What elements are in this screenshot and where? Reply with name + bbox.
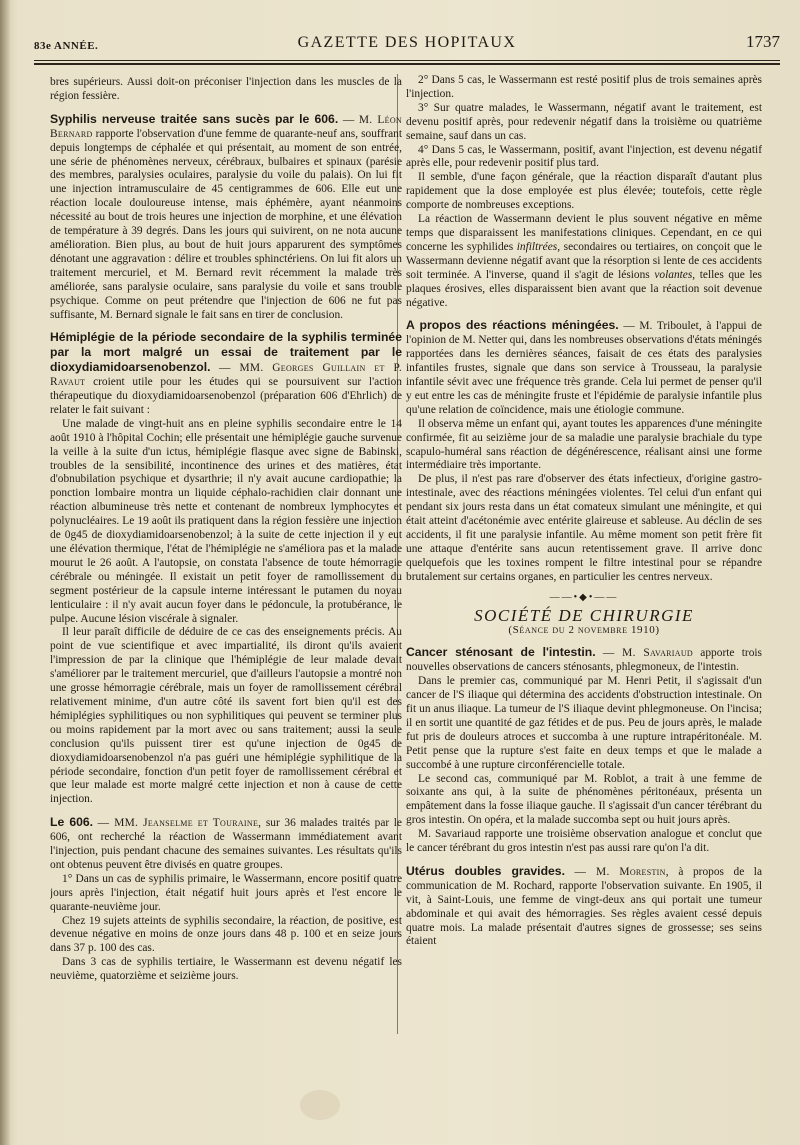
- paragraph: 3° Sur quatre malades, le Wassermann, négatif avant le traitement, est devenu positif après, pour redevenir négatif dans la troisième ou quatrième semaine, sauf dans un cas.: [406, 101, 762, 142]
- article-syphilis-nerveuse: Syphilis nerveuse traitée sans sucès par le 606. — M. Léon Bernard rapporte l'observation d'une femme de quarante-neuf ans, souffrant depuis longtemps de céphalée et qui présentait, au moment de son entrée, une série de phénomènes nerveux, cérébraux, bulbaires et spinaux (parésie des membres, paralysies oculaires, paralysie du voile du palais). On lui fit une injection intramusculaire de 45 centigrammes de 606. Elle eut une réaction locale douloureuse intense, mais éphémère, ayant néanmoins nécessité au bout de trois heures une injection de morphine, et une élévation de température à 39 degrés. Dans les jours qui suivirent, on ne nota aucune amélioration. Bien plus, au bout de huit jours apparurent des symptômes dénotant une aggravation : délire et troubles sphinctériens. On lui fit alors un traitement mercuriel, et M. Bernard revit récemment la malade très améliorée, sans paralysie oculaire, sans paralysie du voile et sans trouble psychique. Comme on peut prétendre que l'injection de 606 ne fut pas suffisante, M. Bernard signale le fait sans en tirer de conclusion.: [50, 111, 402, 321]
- paragraph: De plus, il n'est pas rare d'observer des états infectieux, d'origine gastro-intestinale, avec des réactions méningées violentes. Tel celui d'un enfant qui pendant six jours resta dans un état comateux simulant une méningite, et qui était atteint d'acétonémie avec entérite glaireuse et sableuse. Au déclin de ses accidents, il fit une paralysie infantile. Au même moment son petit frère fit une attaque d'entérite sans aucun retentissement grave. Il arrive donc quelquefois que les toxines rompent le filtre intestinal pour se répandre brutalement sur certains organes, en particulier les centres nerveux.: [406, 473, 762, 583]
- text-run: secondaires ou tertiaires, on conçoit que le Wassermann devienne négatif avant que la résorption si lente de ces accidents soit terminée. A l'inverse, quand il s'agit de lésions: [406, 240, 762, 281]
- section-ornament: ——•◆•——: [549, 591, 619, 603]
- italic-term: volantes,: [654, 268, 696, 281]
- left-column: [50, 76, 402, 1106]
- paragraph: Il leur paraît difficile de déduire de ce cas des enseignements précis. Au point de vue scientifique et avec impartialité, ils diront qu'ils avaient l'impression de par la clinique que l'hémiplégie de leur malade devait s'améliorer par le traitement mercuriel, que d'ailleurs l'autopsie a montré non une grosse hémorragie cérébrale, mais un foyer de ramollissement cérébral relativement minime, d'un autre côté ils savent fort bien qu'il est des hémiplégies syphilitiques ou non syphilitiques qui peuvent se terminer plus ou moins rapidement par la mort avec ou sans traitement; aussi la seule conclusion qu'ils puissent tirer est qu'une injection de 0g45 de dioxydiamidoarsenobenzol n'a pas guéri une hémiplégie syphilitique de la période secondaire, fonction d'un petit foyer de ramollissement cérébral et que leur malade est morte malgré cette injection et non à cause de cette injection.: [50, 626, 402, 806]
- article-text: sur 36 malades traités par le 606, ont recherché la réaction de Wassermann immédiatement avant l'injection, puis pendant chacune des semaines suivantes. Les résultats qu'ils ont obtenus peuvent être divisés en quatre groupes.: [50, 817, 402, 871]
- paragraph: M. Savariaud rapporte une troisième observation analogue et conclut que le cancer térébrant du gros intestin n'est pas aussi rare qu'on l'a dit.: [406, 828, 762, 855]
- session-date: (Séance du 2 novembre 1910): [508, 624, 660, 637]
- paragraph: 1° Dans un cas de syphilis primaire, le Wassermann, encore positif quatre jours après l'injection, était négatif huit jours après et l'est encore le quarante-neuvième jour.: [50, 872, 402, 913]
- paragraph: Chez 19 sujets atteints de syphilis secondaire, la réaction, de positive, est devenue négative en moins de onze jours dans 48 p. 100 et en seize jours dans 37 p. 100 des cas.: [50, 914, 402, 955]
- paragraph: [406, 213, 762, 310]
- article-heading: Le 606.: [50, 815, 94, 830]
- paragraph: Dans le premier cas, communiqué par M. Henri Petit, il s'agissait d'un cancer de l'S iliaque qui détermina des accidents d'obstruction intestinale. On fit un anus iliaque. La tumeur de l'S iliaque devint phlegmoneuse. On l'incisa; il en sortit une quantité de gaz fétides et de pus. Peu de jours après, le malade fut pris de douleurs atroces et succomba à une rupture intrapéritonéale. M. Petit pense que la rupture s'est faite en deux temps et que le malade a succombé à une rupture circonférencielle totale.: [406, 675, 762, 771]
- article-author: M. Léon Bernard: [50, 113, 402, 140]
- article-author: — M. Savariaud: [602, 647, 693, 660]
- issue-year: 83e ANNÉE.: [34, 40, 99, 52]
- article-le-606: [50, 816, 402, 873]
- page-binding-edge: [0, 0, 10, 1145]
- article-heading: Cancer sténosant de l'intestin.: [406, 645, 596, 660]
- article-uterus-doubles: [406, 865, 762, 949]
- article-heading: Syphilis nerveuse traitée sans sucès par le 606.: [50, 111, 339, 126]
- article-hemiplegie: [50, 331, 402, 417]
- text-run: La réaction de Wassermann devient le plus souvent négative en même temps que disparaissent les manifestations cliniques. Cependant, en ce qui concerne les syphilides: [406, 213, 762, 253]
- article-text: rapporte l'observation d'une femme de quarante-neuf ans, souffrant depuis longtemps de céphalée et qui présentait, au moment de son entrée, une série de phénomènes nerveux, cérébraux, bulbaires et spinaux (parésie des membres, paralysies oculaires, paralysie du voile du palais). On lui fit une injection intramusculaire de 45 centigrammes de 606. Elle eut une réaction locale douloureuse intense, mais éphémère, ayant néanmoins nécessité au bout de trois heures une injection de morphine, et une élévation de température à 39 degrés. Dans les jours qui suivirent, on ne nota aucune amélioration. Bien plus, au bout de huit jours apparurent des symptômes dénotant une aggravation : délire et troubles sphinctériens. On lui fit alors un traitement mercuriel, et M. Bernard revit récemment la malade très améliorée, sans paralysie oculaire, sans paralysie du voile et sans trouble psychique. Comme on peut prétendre que l'injection de 606 ne fut pas suffisante, M. Bernard signale le fait sans en tirer de conclusion.: [50, 127, 402, 321]
- journal-title: GAZETTE DES HOPITAUX: [297, 34, 517, 51]
- article-author: — MM. Georges Guillain et P. Ravaut: [50, 362, 402, 389]
- article-heading: Utérus doubles gravides.: [406, 863, 565, 878]
- paragraph: bres supérieurs. Aussi doit-on préconiser l'injection dans les muscles de la région fessière.: [50, 76, 402, 102]
- article-heading: Hémiplégie de la période secondaire de la syphilis terminée par la mort malgré un essai de traitement par le dioxydiamidoarsenobenzol.: [50, 330, 402, 375]
- article-author: — MM. Jeanselme et Touraine,: [97, 817, 262, 830]
- article-text: à propos de la communication de M. Rochard, rapporte l'observation suivante. En 1905, il vit, à Saint-Louis, une femme de vingt-deux ans qui portait une tumeur abdominale et qui avait des hémorragies. Ses règles avaient cessé depuis quatre mois. La malade présentait d'autres signes de grossesse; ses seins étaient: [406, 865, 762, 948]
- article-author: — M. Triboulet,: [623, 320, 702, 333]
- paragraph: Une malade de vingt-huit ans en pleine syphilis secondaire entre le 14 août 1910 à l'hôpital Cochin; elle présentait une hémiplégie gauche survenue la veille à la suite d'un ictus, hémiplégie flasque avec signe de Babinski, troubles de la sensibilité, incontinence des urines et des matières, état d'obnubilation psychique et dysarthrie; il n'y avait aucune cardiopathie; la ponction lombaire montra un liquide céphalo-rachidien clair donnant une réaction albumineuse très nette et contenant de nombreux lymphocytes et polynucléaires. Le 19 août ils pratiquent dans la région fessière une injection de 0g45 de dioxydiamidoarsenobenzol; à la suite de cette injection il y eut une élévation thermique, l'état de l'hémiplégie ne s'améliora pas et la malade mourut le 26 août. A l'autopsie, on constata l'absence de toute hémorragie cérébrale ou méningée. Il existait un petit foyer de ramollissement du segment postérieur de la capsule interne intéressant le putamen du noyau lenticulaire : il n'y avait aucun foyer dans le pédoncule, la protubérance, le pulpe. Aucune lésion viscérale à signaler.: [50, 417, 402, 625]
- right-column: [406, 74, 762, 1104]
- article-cancer-stenosant: [406, 646, 762, 675]
- italic-term: infiltrées,: [516, 240, 561, 253]
- page-number: 1737: [746, 32, 780, 51]
- article-author: — M. Morestin,: [574, 865, 669, 878]
- article-text: croient utile pour les études qui se poursuivent sur l'action thérapeutique du dioxydiamidoarsenobenzol (préparation 606 d'Ehrlich) de relater le fait suivant :: [50, 376, 402, 416]
- article-heading: A propos des réactions méningées.: [406, 318, 619, 333]
- header-rule-thick: [34, 63, 780, 65]
- paragraph: 2° Dans 5 cas, le Wassermann est resté positif plus de trois semaines après l'injection.: [406, 74, 762, 100]
- article-text: apporte trois nouvelles observations de cancers sténosants, phlegmoneux, de l'intestin.: [406, 647, 762, 674]
- paragraph: Il semble, d'une façon générale, que la réaction disparaît d'autant plus rapidement que la dose employée est plus élevée; toutefois, cette règle comporte de nombreuses exceptions.: [406, 171, 762, 212]
- article-reactions-meningees: [406, 319, 762, 417]
- paragraph: Le second cas, communiqué par M. Roblot, a trait à une femme de soixante ans qui, à la suite de phénomènes péritonéaux, présenta un empâtement dans la fosse iliaque gauche. Il s'agissait d'un cancer térébrant du gros intestin. On opéra, et la malade succomba sept ou huit jours après.: [406, 772, 762, 827]
- paragraph: Dans 3 cas de syphilis tertiaire, le Wassermann est devenu négatif les neuvième, quatorzième et seizième jours.: [50, 956, 402, 983]
- page-header: [34, 30, 780, 58]
- paragraph: Il observa même un enfant qui, ayant toutes les apparences d'une méningite confirmée, fit au seizième jour de sa maladie une paralysie brachiale du type scapulo-huméral sans réaction de dégénérescence, réalisant ainsi une forme intermédiaire très importante.: [406, 417, 762, 472]
- article-text: à l'appui de l'opinion de M. Netter qui, dans les nombreuses observations d'états méningés rapportées dans les dernières séances, faisait de ces états des paralysies infantiles frustes, signale que dans son service à Trousseau, la paralysie infantile sévit avec une fréquence très grande. Cela lui permet de penser qu'il y eut entre les cas de méningite fruste et l'épidémie de paralysie infantile plus qu'une relation de coïncidence, mais une étiologie commune.: [406, 320, 762, 416]
- header-rule: [34, 60, 780, 61]
- section-title: SOCIÉTÉ DE CHIRURGIE: [474, 605, 694, 625]
- text-run: telles que les plaques érosives, elles disparaissent bien avant que la réaction soit devenue négative.: [406, 268, 762, 309]
- paragraph: 4° Dans 5 cas, le Wassermann, positif, avant l'injection, est devenu négatif après elle, pour redevenir positif plus tard.: [406, 143, 762, 170]
